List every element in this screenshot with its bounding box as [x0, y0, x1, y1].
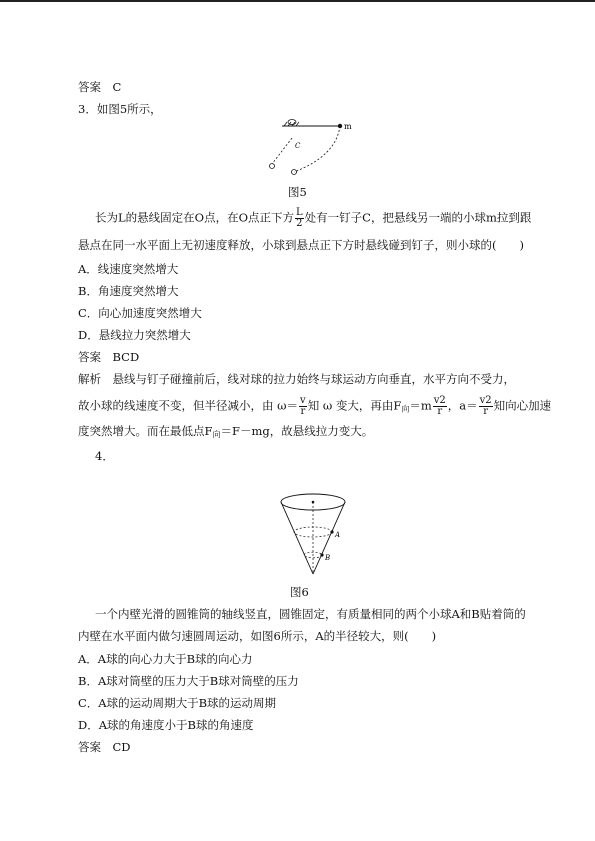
- q3-stem-line1: 长为L的悬线固定在O点，在O点正下方 $\frac{L}{2}$ 处有一钉子C，把悬线另一端的小球m拉到跟: [95, 207, 532, 229]
- q3-analysis-line3: 度突然增大。而在最低点$F_向=F-mg$，故悬线拉力变大。: [78, 424, 374, 439]
- q3-analysis-line1: 解析 悬线与钉子碰撞前后，线对球的拉力始终与球运动方向垂直，水平方向不受力，: [78, 372, 515, 386]
- fig5-label-m: m: [344, 122, 352, 131]
- fig6-label-b: B: [325, 554, 331, 562]
- q3-option-c: C．向心加速度突然增大: [78, 306, 202, 320]
- top-rule: [0, 0, 595, 2]
- q4-stem-line2: 内壁在水平面内做匀速圆周运动，如图6所示，A的半径较大，则( ): [78, 629, 437, 643]
- q4-option-d: D．A球的角速度小于B球的角速度: [78, 718, 254, 732]
- q4-option-c: C．A球的运动周期大于B球的运动周期: [78, 696, 277, 710]
- q4-option-a: A．A球的向心力大于B球的向心力: [78, 652, 253, 666]
- figure-6-cone: [270, 482, 362, 578]
- fig6-label-a: A: [335, 531, 341, 539]
- q3-title: 3．如图5所示，: [78, 102, 162, 116]
- q3-option-d: D．悬线拉力突然增大: [78, 328, 191, 342]
- q4-answer: 答案 CD: [78, 740, 131, 754]
- figure-6-caption: 图6: [290, 585, 309, 599]
- fraction-l-over-2: $\frac{L}{2}$: [296, 207, 303, 229]
- q4-option-b: B．A球对筒壁的压力大于B球对筒壁的压力: [78, 674, 299, 688]
- q4-number: 4．: [95, 449, 114, 463]
- q4-stem-line1: 一个内壁光滑的圆锥筒的轴线竖直，圆锥固定，有质量相同的两个小球A和B贴着筒的: [95, 607, 526, 621]
- q3-option-b: B．角速度突然增大: [78, 284, 179, 298]
- q3-option-a: A．线速度突然增大: [78, 262, 179, 276]
- answer-q2: 答案 C: [78, 80, 122, 94]
- figure-5-caption: 图5: [288, 185, 307, 199]
- q3-answer: 答案 BCD: [78, 350, 140, 364]
- figure-5-pendulum: [262, 112, 352, 176]
- fig5-label-c: C: [295, 142, 301, 150]
- q3-stem-line2: 悬点在同一水平面上无初速度释放，小球到悬点正下方时悬线碰到钉子，则小球的( ): [78, 238, 524, 252]
- q3-analysis-line2: 故小球的线速度不变，但半径减小，由 ω＝ $\frac{v}{r}$ 知 ω 变大，再由$F_向=m$ $\frac{v2}{r}$ ，a＝ $\frac{v2}{r}$ 知向心加速: [78, 395, 552, 417]
